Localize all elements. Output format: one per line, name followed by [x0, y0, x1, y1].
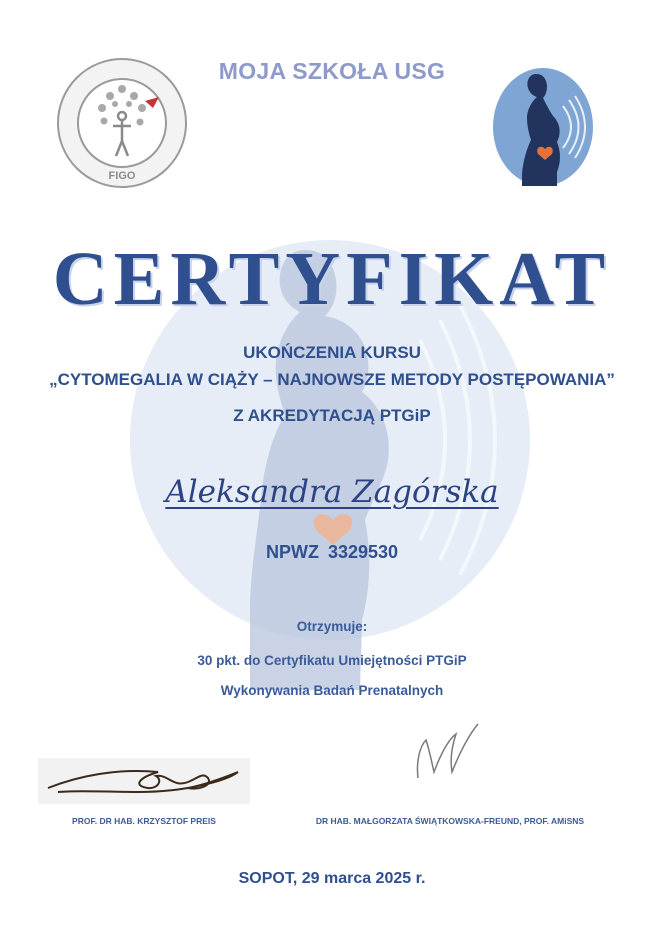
course-line-3: Z AKREDYTACJĄ PTGiP — [233, 406, 431, 425]
recipient-name: Aleksandra Zagórska — [165, 474, 499, 510]
left-signature-image — [38, 758, 250, 804]
place-date: SOPOT, 29 marca 2025 r. — [238, 870, 426, 887]
receives-label: Otrzymuje: — [296, 619, 368, 634]
points-line: 30 pkt. do Certyfikatu Umiejętności PTGiP — [197, 653, 467, 668]
course-line-2: „CYTOMEGALIA W CIĄŻY – NAJNOWSZE METODY POSTĘPOWANIA” — [49, 370, 615, 389]
left-signatory-name: PROF. DR HAB. KRZYSZTOF PREIS — [72, 816, 216, 826]
exam-line: Wykonywania Badań Prenatalnych — [220, 683, 444, 698]
course-line-1: UKOŃCZENIA KURSU — [243, 343, 421, 362]
right-signature-image — [408, 716, 488, 786]
seal-bottom-text: FIGO — [108, 170, 136, 182]
npwz-number: NPWZ 3329530 — [265, 542, 399, 562]
school-name: MOJA SZKOŁA USG — [218, 58, 446, 84]
certificate-title: CERTYFIKAT — [52, 237, 612, 321]
right-signatory-name: DR HAB. MAŁGORZATA ŚWIĄTKOWSKA-FREUND, PROF. AMiSNS — [315, 816, 585, 826]
